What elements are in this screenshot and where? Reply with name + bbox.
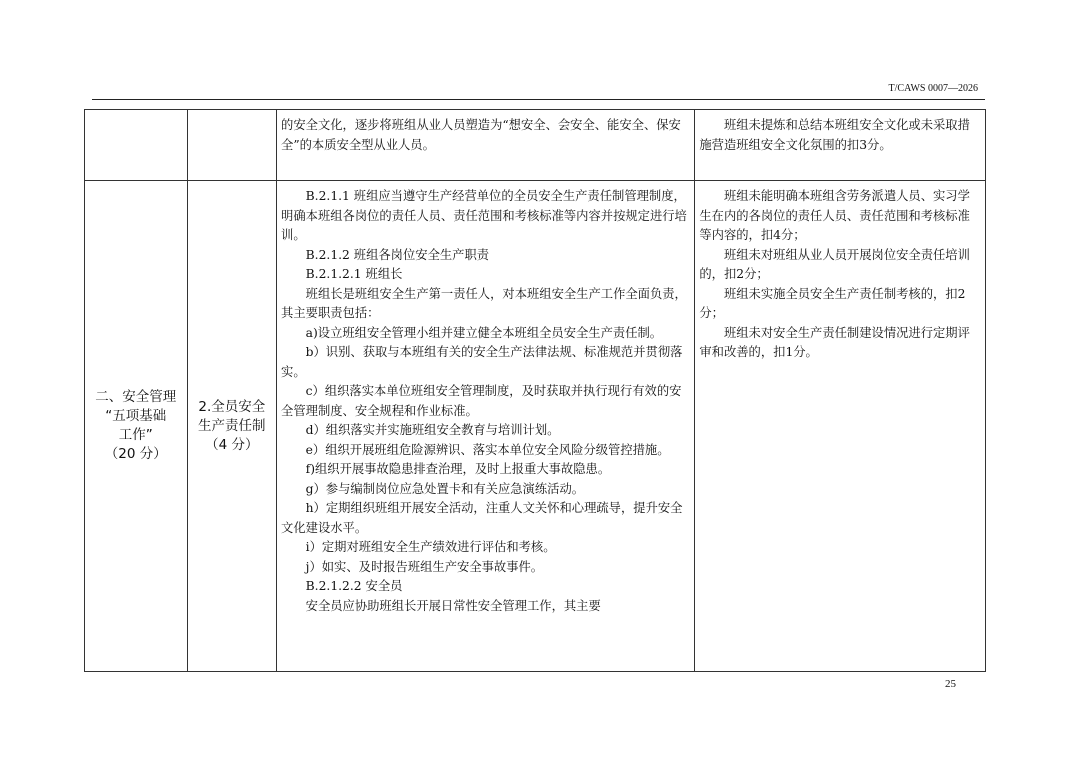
clause-heading: B.2.1.2.1 班组长 <box>305 267 403 281</box>
document-code: T/CAWS 0007—2026 <box>888 83 978 94</box>
category-cell <box>85 181 188 672</box>
duty-item: g）参与编制岗位应急处置卡和有关应急演练活动。 <box>305 481 585 496</box>
duty-item: d）组织落实并实施班组安全教育与培训计划。 <box>305 423 560 437</box>
duty-item: a)设立班组安全管理小组并建立健全本班组全员安全生产责任制。 <box>305 325 663 340</box>
table-row <box>85 110 986 181</box>
clause-heading: B.2.1.2 班组各岗位安全生产职责 <box>305 247 490 262</box>
item-line: 生产责任制 <box>198 417 266 434</box>
clause-paragraph: 安全员应协助班组长开展日常性安全管理工作，其主要 <box>305 598 601 613</box>
duty-item: i）定期对班组安全生产绩效进行评估和考核。 <box>305 540 556 554</box>
page-number: 25 <box>945 678 956 690</box>
item-cell <box>187 110 276 181</box>
duty-item: f)组织开展事故隐患排查治理，及时上报重大事故隐患。 <box>305 462 611 476</box>
category-line: “五项基础 <box>105 408 167 424</box>
clause-paragraph: 班组长是班组安全生产第一责任人，对本班组安全生产工作全面负责，其主要职责包括： <box>281 286 687 320</box>
duty-item: c）组织落实本单位班组安全管理制度，及时获取并执行现行有效的安全管理制度、安全规程和作业标准。 <box>281 384 682 418</box>
clause-heading: B.2.1.2.2 安全员 <box>305 579 403 593</box>
duty-item: j）如实、及时报告班组生产安全事故事件。 <box>305 559 544 574</box>
content-paragraph: 的安全文化，逐步将班组从业人员塑造为“想安全、会安全、能安全、保安全”的本质安全型从业人员。 <box>281 118 681 152</box>
category-score: （20 分） <box>104 446 167 462</box>
category-line: 工作” <box>118 427 153 443</box>
content-cell <box>277 181 695 672</box>
table-row <box>85 181 986 672</box>
duty-item: h）定期组织班组开展安全活动，注重人文关怀和心理疏导，提升安全文化建设水平。 <box>281 501 683 535</box>
scoring-paragraph: 班组未提炼和总结本班组安全文化或未采取措施营造班组安全文化氛围的扣3分。 <box>699 118 970 152</box>
scoring-paragraph: 班组未对班组从业人员开展岗位安全责任培训的，扣2分； <box>699 247 970 281</box>
scoring-paragraph: 班组未能明确本班组含劳务派遣人员、实习学生在内的各岗位的责任人员、责任范围和考核标准等内容的，扣4分； <box>699 189 970 242</box>
item-score: （4 分） <box>205 436 259 453</box>
scoring-paragraph: 班组未实施全员安全生产责任制考核的，扣2分； <box>699 286 966 320</box>
category-line: 二、安全管理 <box>95 389 177 405</box>
header-rule <box>92 99 985 100</box>
duty-item: b）识别、获取与本班组有关的安全生产法律法规、标准规范并贯彻落实。 <box>281 345 683 379</box>
clause-paragraph: B.2.1.1 班组应当遵守生产经营单位的全员安全生产责任制管理制度，明确本班组各岗位的责任人员、责任范围和考核标准等内容并按规定进行培训。 <box>281 189 687 242</box>
scoring-paragraph: 班组未对安全生产责任制建设情况进行定期评审和改善的，扣1分。 <box>699 325 970 359</box>
scoring-cell <box>695 181 986 672</box>
item-line: 2.全员安全 <box>198 398 266 415</box>
category-cell <box>85 110 188 181</box>
assessment-table <box>84 109 986 672</box>
scoring-cell <box>695 110 986 181</box>
item-cell <box>187 181 276 672</box>
duty-item: e）组织开展班组危险源辨识、落实本单位安全风险分级管控措施。 <box>305 442 670 457</box>
content-cell <box>277 110 695 181</box>
